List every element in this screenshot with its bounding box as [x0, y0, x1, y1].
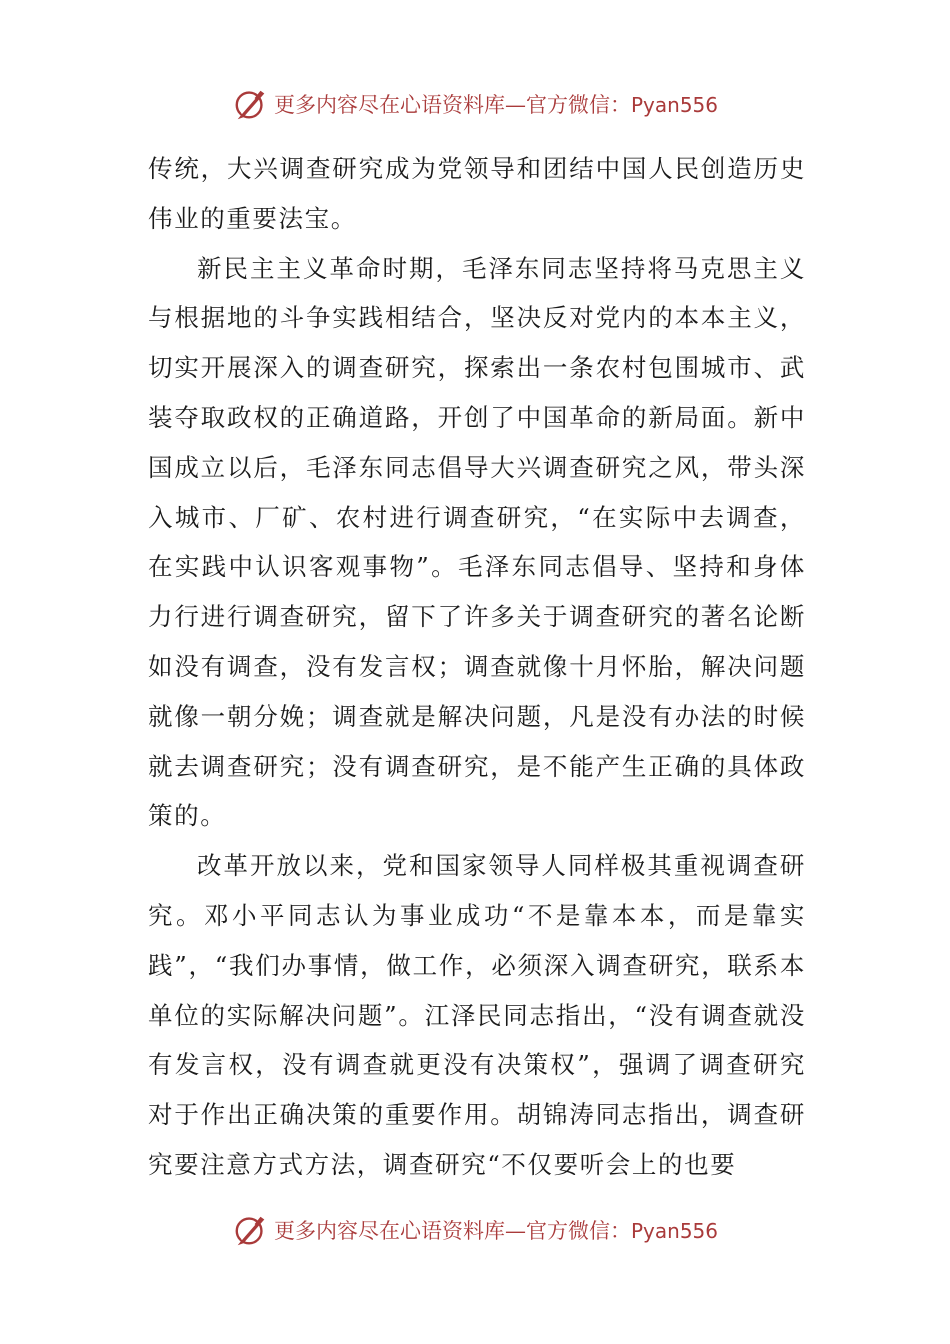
footer-text	[274, 1215, 718, 1245]
header-wechat-label: 官方微信：	[525, 93, 631, 117]
header-text	[274, 89, 718, 119]
quill-pen-logo-icon	[232, 85, 270, 123]
footer-banner-title: 更多内容尽在心语资料库	[273, 1219, 505, 1243]
header-banner-title: 更多内容尽在心语资料库	[273, 93, 505, 117]
footer-dash: —	[504, 1219, 526, 1243]
header-banner	[0, 82, 950, 126]
paragraph-3: 改革开放以来，党和国家领导人同样极其重视调查研究。邓小平同志认为事业成功“不是靠本本，而是靠实践”，“我们办事情，做工作，必须深入调查研究，联系本单位的实际解决问题”。江泽民同志指出，“没有调查就没有发言权，没有调查就更没有决策权”，强调了调查研究对于作出正确决策的重要作用。胡锦涛同志指出，调查研究要注意方式方法，调查研究“不仅要听会上的也要	[148, 851, 806, 1179]
footer-wechat-label: 官方微信：	[525, 1219, 631, 1243]
paragraph-2: 新民主主义革命时期，毛泽东同志坚持将马克思主义与根据地的斗争实践相结合，坚决反对党内的本本主义，切实开展深入的调查研究，探索出一条农村包围城市、武装夺取政权的正确道路，开创了中国革命的新局面。新中国成立以后，毛泽东同志倡导大兴调查研究之风，带头深入城市、厂矿、农村进行调查研究，“在实际中去调查，在实践中认识客观事物”。毛泽东同志倡导、坚持和身体力行进行调查研究，留下了许多关于调查研究的著名论断如没有调查，没有发言权；调查就像十月怀胎，解决问题就像一朝分娩；调查就是解决问题，凡是没有办法的时候就去调查研究；没有调查研究，是不能产生正确的具体政策的。	[148, 253, 806, 831]
header-dash: —	[504, 93, 526, 117]
footer-banner	[0, 1208, 950, 1252]
footer-wechat-id: Pyan556	[630, 1219, 718, 1243]
quill-pen-logo-icon	[232, 1211, 270, 1249]
header-wechat-id: Pyan556	[630, 93, 718, 117]
paragraph-1: 传统，大兴调查研究成为党领导和团结中国人民创造历史伟业的重要法宝。	[148, 154, 806, 233]
document-body	[148, 144, 806, 1204]
